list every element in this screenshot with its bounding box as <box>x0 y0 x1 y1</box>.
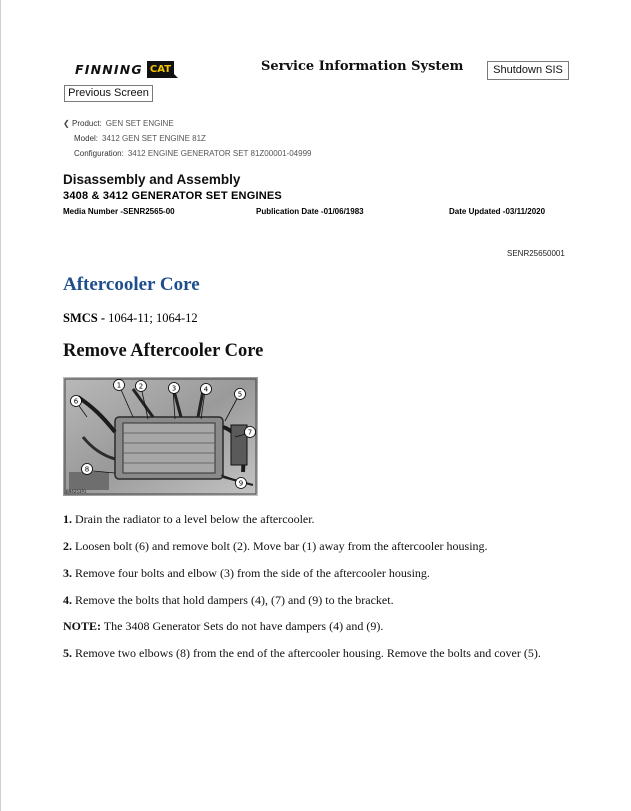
callout-9: 9 <box>238 479 244 488</box>
step-4 <box>63 593 394 608</box>
previous-screen-button[interactable]: Previous Screen <box>64 85 153 102</box>
configuration-row <box>63 148 311 163</box>
callout-8: 8 <box>84 465 90 474</box>
logo-text: FINNING <box>75 61 143 77</box>
model-row <box>63 133 311 148</box>
step-text: Loosen bolt (6) and remove bolt (2). Move bar (1) away from the aftercooler housing. <box>72 539 488 553</box>
smcs-codes <box>63 311 198 326</box>
product-row[interactable] <box>63 118 311 133</box>
document-title: Disassembly and Assembly <box>63 172 241 187</box>
step-5 <box>63 646 541 661</box>
step-text: Remove the bolts that hold dampers (4), (7) and (9) to the bracket. <box>72 593 394 607</box>
media-number: Media Number -SENR2565-00 <box>63 207 175 216</box>
system-title: Service Information System <box>261 59 464 74</box>
finning-cat-logo <box>75 58 174 80</box>
callout-5: 5 <box>237 390 243 399</box>
note <box>63 619 383 634</box>
section-title: Aftercooler Core <box>63 274 200 295</box>
product-info <box>63 118 311 163</box>
page-edge <box>0 0 1 811</box>
cat-badge: CAT <box>147 61 174 78</box>
step-number: 5. <box>63 646 72 660</box>
callout-7: 7 <box>247 428 253 437</box>
model-label: Model: <box>74 134 99 143</box>
callout-6: 6 <box>73 397 79 406</box>
step-text: Remove four bolts and elbow (3) from the side of the aftercooler housing. <box>72 566 430 580</box>
shutdown-sis-button[interactable]: Shutdown SIS <box>487 61 569 80</box>
model-value: 3412 GEN SET ENGINE 81Z <box>102 134 206 143</box>
smcs-value: 1064-11; 1064-12 <box>105 311 198 325</box>
callout-2: 2 <box>138 382 144 391</box>
step-number: 1. <box>63 512 72 526</box>
step-1 <box>63 512 315 527</box>
subsection-title: Remove Aftercooler Core <box>63 341 264 361</box>
step-number: 3. <box>63 566 72 580</box>
note-text: The 3408 Generator Sets do not have dampers (4) and (9). <box>101 619 384 633</box>
note-label: NOTE: <box>63 619 102 633</box>
step-text: Remove two elbows (8) from the end of the aftercooler housing. Remove the bolts and cover (5). <box>72 646 541 660</box>
document-subtitle: 3408 & 3412 GENERATOR SET ENGINES <box>63 190 282 202</box>
step-number: 4. <box>63 593 72 607</box>
callout-1: 1 <box>116 381 122 390</box>
chevron-left-icon[interactable]: ❮ <box>63 119 70 128</box>
smcs-label: SMCS - <box>63 311 106 325</box>
aftercooler-photo <box>63 377 258 496</box>
publication-date: Publication Date -01/06/1983 <box>256 207 364 216</box>
aftercooler-figure <box>63 377 258 496</box>
figure-code: B94253P1 <box>66 489 87 494</box>
step-number: 2. <box>63 539 72 553</box>
callout-4: 4 <box>203 385 209 394</box>
step-2 <box>63 539 488 554</box>
step-3 <box>63 566 430 581</box>
step-text: Drain the radiator to a level below the aftercooler. <box>72 512 315 526</box>
callout-3: 3 <box>171 384 177 393</box>
product-value: GEN SET ENGINE <box>105 119 174 128</box>
product-label: Product: <box>72 119 102 128</box>
configuration-label: Configuration: <box>74 149 124 158</box>
document-id: SENR25650001 <box>507 249 565 258</box>
date-updated: Date Updated -03/11/2020 <box>449 207 546 216</box>
configuration-value: 3412 ENGINE GENERATOR SET 81Z00001-04999 <box>127 149 312 158</box>
